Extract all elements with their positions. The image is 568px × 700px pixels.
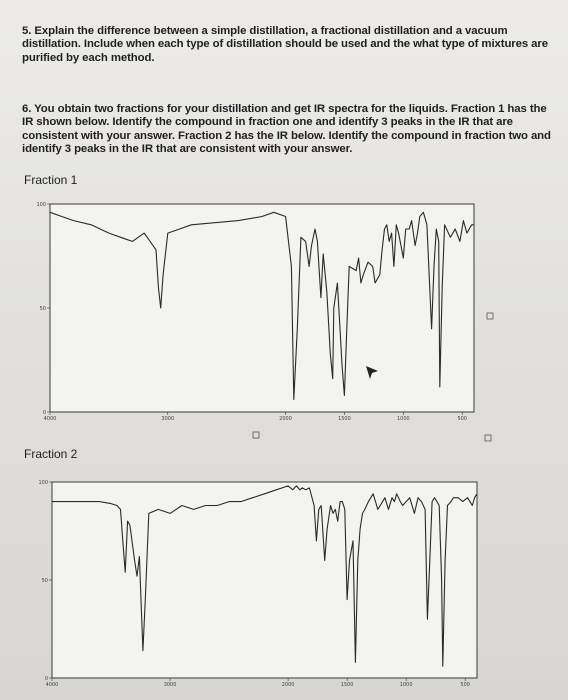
checkbox-icon: [253, 432, 259, 438]
y-tick-label: 50: [39, 306, 46, 312]
y-tick-label: 0: [44, 676, 48, 682]
x-tick-label: 1500: [338, 416, 351, 422]
x-tick-label: 1000: [399, 682, 413, 688]
x-tick-label: 1500: [340, 682, 354, 688]
cursor-arrow-icon: [366, 366, 378, 379]
fraction-1-label: Fraction 1: [24, 173, 78, 187]
x-tick-label: 500: [457, 416, 467, 422]
fraction-2-label: Fraction 2: [24, 447, 78, 461]
x-tick-label: 4000: [45, 682, 59, 688]
y-tick-label: 100: [38, 480, 48, 486]
checkbox-icon: [485, 435, 491, 441]
question-5-text: 5. Explain the difference between a simple distillation, a fractional distillation and a vacuum distillation. Include when each type of distillation should be used and the what type of mixtures are purified by each method.: [22, 25, 548, 64]
x-tick-label: 1000: [396, 416, 410, 422]
x-tick-label: 500: [460, 682, 470, 688]
y-tick-label: 50: [41, 578, 48, 584]
question-6-text: 6. You obtain two fractions for your distillation and get IR spectra for the liquids. Fraction 1 has the IR shown below. Identify the compound in fraction one and identify 3 peaks in the IR that are consistent with your answer. Fraction 2 has the IR below. Identify the compound in fraction two and identify 3 peaks in the IR that are consistent with your answer.: [22, 103, 551, 156]
x-tick-label: 3000: [161, 416, 175, 422]
checkbox-icon: [487, 313, 493, 319]
y-tick-label: 0: [42, 410, 46, 416]
x-tick-label: 4000: [43, 416, 57, 422]
y-tick-label: 100: [36, 202, 46, 208]
x-tick-label: 2000: [279, 416, 292, 422]
x-tick-label: 3000: [163, 682, 177, 688]
x-tick-label: 2000: [281, 682, 295, 688]
